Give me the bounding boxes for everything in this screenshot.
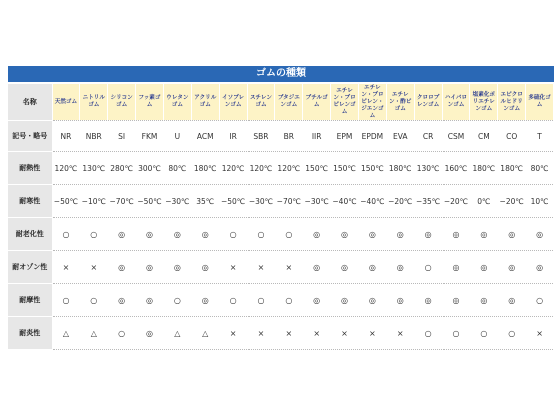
cell-ozone-t: ◎ bbox=[526, 251, 554, 284]
cell-code-cr: CR bbox=[414, 121, 442, 152]
cell-heat-ir: 120℃ bbox=[219, 152, 247, 185]
cell-cold-cm: 0℃ bbox=[470, 185, 498, 218]
cell-heat-cm: 180℃ bbox=[470, 152, 498, 185]
cell-ozone-nr: × bbox=[52, 251, 80, 284]
cell-code-fkm: FKM bbox=[136, 121, 164, 152]
cell-flame-u: △ bbox=[163, 317, 191, 350]
cell-name-co: エピクロルヒドリンゴム bbox=[498, 84, 526, 121]
row-header-code: 記号・略号 bbox=[8, 121, 52, 152]
table-title: ゴムの種類 bbox=[8, 66, 554, 82]
cell-cold-t: 10℃ bbox=[526, 185, 554, 218]
cell-aging-ir: ○ bbox=[219, 218, 247, 251]
cell-aging-acm: ◎ bbox=[191, 218, 219, 251]
row-cold-resistance bbox=[8, 185, 554, 218]
cell-wear-iir: ◎ bbox=[303, 284, 331, 317]
cell-aging-sbr: ○ bbox=[247, 218, 275, 251]
cell-flame-iir: × bbox=[303, 317, 331, 350]
cell-cold-acm: 35℃ bbox=[191, 185, 219, 218]
rubber-types-table bbox=[8, 84, 554, 350]
cell-name-nbr: ニトリルゴム bbox=[80, 84, 108, 121]
cell-heat-co: 180℃ bbox=[498, 152, 526, 185]
cell-code-u: U bbox=[163, 121, 191, 152]
cell-code-ir: IR bbox=[219, 121, 247, 152]
cell-heat-si: 280℃ bbox=[108, 152, 136, 185]
cell-name-ir: イソプレンゴム bbox=[219, 84, 247, 121]
cell-name-fkm: フッ素ゴム bbox=[136, 84, 164, 121]
cell-wear-nr: ○ bbox=[52, 284, 80, 317]
row-header-ozone: 耐オゾン性 bbox=[8, 251, 52, 284]
cell-aging-si: ◎ bbox=[108, 218, 136, 251]
row-flame-resistance bbox=[8, 317, 554, 350]
cell-cold-eva: −20℃ bbox=[386, 185, 414, 218]
cell-wear-acm: ◎ bbox=[191, 284, 219, 317]
cell-ozone-eva: ◎ bbox=[386, 251, 414, 284]
cell-flame-si: ○ bbox=[108, 317, 136, 350]
cell-flame-cm: ○ bbox=[470, 317, 498, 350]
cell-wear-epm: ◎ bbox=[331, 284, 359, 317]
cell-code-eva: EVA bbox=[386, 121, 414, 152]
cell-name-cm: 塩素化ポリエチレンゴム bbox=[470, 84, 498, 121]
cell-cold-sbr: −30℃ bbox=[247, 185, 275, 218]
cell-cold-csm: −20℃ bbox=[442, 185, 470, 218]
cell-code-nbr: NBR bbox=[80, 121, 108, 152]
cell-heat-acm: 180℃ bbox=[191, 152, 219, 185]
cell-ozone-co: ◎ bbox=[498, 251, 526, 284]
cell-heat-u: 80℃ bbox=[163, 152, 191, 185]
cell-name-iir: ブチルゴム bbox=[303, 84, 331, 121]
cell-aging-u: ◎ bbox=[163, 218, 191, 251]
cell-aging-br: ○ bbox=[275, 218, 303, 251]
row-header-wear: 耐摩性 bbox=[8, 284, 52, 317]
cell-wear-epdm: ◎ bbox=[358, 284, 386, 317]
cell-wear-csm: ◎ bbox=[442, 284, 470, 317]
cell-ozone-nbr: × bbox=[80, 251, 108, 284]
cell-heat-sbr: 120℃ bbox=[247, 152, 275, 185]
cell-ozone-br: × bbox=[275, 251, 303, 284]
cell-heat-epdm: 150℃ bbox=[358, 152, 386, 185]
row-aging-resistance bbox=[8, 218, 554, 251]
cell-flame-epm: × bbox=[331, 317, 359, 350]
cell-aging-nbr: ○ bbox=[80, 218, 108, 251]
cell-cold-fkm: −50℃ bbox=[136, 185, 164, 218]
cell-name-nr: 天然ゴム bbox=[52, 84, 80, 121]
cell-flame-sbr: × bbox=[247, 317, 275, 350]
cell-aging-eva: ◎ bbox=[386, 218, 414, 251]
cell-aging-fkm: ◎ bbox=[136, 218, 164, 251]
cell-heat-nbr: 130℃ bbox=[80, 152, 108, 185]
cell-cold-epm: −40℃ bbox=[331, 185, 359, 218]
cell-cold-si: −70℃ bbox=[108, 185, 136, 218]
cell-flame-epdm: × bbox=[358, 317, 386, 350]
cell-heat-fkm: 300℃ bbox=[136, 152, 164, 185]
cell-code-acm: ACM bbox=[191, 121, 219, 152]
cell-heat-epm: 150℃ bbox=[331, 152, 359, 185]
cell-cold-nbr: −10℃ bbox=[80, 185, 108, 218]
cell-ozone-ir: × bbox=[219, 251, 247, 284]
cell-code-iir: IIR bbox=[303, 121, 331, 152]
cell-flame-acm: △ bbox=[191, 317, 219, 350]
cell-name-sbr: スチレンゴム bbox=[247, 84, 275, 121]
cell-name-t: 多硫化ゴム bbox=[526, 84, 554, 121]
cell-code-co: CO bbox=[498, 121, 526, 152]
cell-flame-t: × bbox=[526, 317, 554, 350]
cell-name-epm: エチレン・プロピレンゴム bbox=[331, 84, 359, 121]
cell-code-csm: CSM bbox=[442, 121, 470, 152]
cell-cold-ir: −50℃ bbox=[219, 185, 247, 218]
cell-flame-co: ○ bbox=[498, 317, 526, 350]
cell-wear-fkm: ◎ bbox=[136, 284, 164, 317]
row-header-name: 名称 bbox=[8, 84, 52, 121]
cell-ozone-fkm: ◎ bbox=[136, 251, 164, 284]
cell-name-eva: エチレン・酢ビゴム bbox=[386, 84, 414, 121]
cell-heat-cr: 130℃ bbox=[414, 152, 442, 185]
cell-wear-si: ◎ bbox=[108, 284, 136, 317]
cell-flame-br: × bbox=[275, 317, 303, 350]
cell-code-sbr: SBR bbox=[247, 121, 275, 152]
cell-ozone-acm: ◎ bbox=[191, 251, 219, 284]
table-body bbox=[8, 84, 554, 350]
cell-aging-nr: ○ bbox=[52, 218, 80, 251]
cell-name-cr: クロロプレンゴム bbox=[414, 84, 442, 121]
cell-ozone-epdm: ◎ bbox=[358, 251, 386, 284]
cell-code-si: SI bbox=[108, 121, 136, 152]
row-header-aging: 耐老化性 bbox=[8, 218, 52, 251]
cell-heat-iir: 150℃ bbox=[303, 152, 331, 185]
cell-cold-br: −70℃ bbox=[275, 185, 303, 218]
cell-flame-cr: ○ bbox=[414, 317, 442, 350]
row-wear-resistance bbox=[8, 284, 554, 317]
cell-code-epdm: EPDM bbox=[358, 121, 386, 152]
cell-wear-co: ◎ bbox=[498, 284, 526, 317]
cell-flame-nr: △ bbox=[52, 317, 80, 350]
row-ozone-resistance bbox=[8, 251, 554, 284]
cell-flame-nbr: △ bbox=[80, 317, 108, 350]
cell-aging-cm: ◎ bbox=[470, 218, 498, 251]
cell-wear-cr: ◎ bbox=[414, 284, 442, 317]
cell-wear-eva: ◎ bbox=[386, 284, 414, 317]
cell-wear-cm: ◎ bbox=[470, 284, 498, 317]
cell-heat-t: 80℃ bbox=[526, 152, 554, 185]
cell-cold-co: −20℃ bbox=[498, 185, 526, 218]
row-header-cold: 耐寒性 bbox=[8, 185, 52, 218]
cell-flame-ir: × bbox=[219, 317, 247, 350]
cell-heat-eva: 180℃ bbox=[386, 152, 414, 185]
row-header-flame: 耐炎性 bbox=[8, 317, 52, 350]
cell-heat-nr: 120℃ bbox=[52, 152, 80, 185]
cell-code-t: T bbox=[526, 121, 554, 152]
row-header-heat: 耐熱性 bbox=[8, 152, 52, 185]
cell-code-nr: NR bbox=[52, 121, 80, 152]
cell-name-br: ブタジエンゴム bbox=[275, 84, 303, 121]
cell-aging-iir: ◎ bbox=[303, 218, 331, 251]
cell-name-u: ウレタンゴム bbox=[163, 84, 191, 121]
cell-aging-csm: ◎ bbox=[442, 218, 470, 251]
cell-ozone-iir: ◎ bbox=[303, 251, 331, 284]
cell-heat-br: 120℃ bbox=[275, 152, 303, 185]
cell-code-br: BR bbox=[275, 121, 303, 152]
cell-ozone-csm: ◎ bbox=[442, 251, 470, 284]
row-code bbox=[8, 121, 554, 152]
cell-name-si: シリコンゴム bbox=[108, 84, 136, 121]
cell-aging-cr: ◎ bbox=[414, 218, 442, 251]
cell-cold-u: −30℃ bbox=[163, 185, 191, 218]
cell-aging-t: ◎ bbox=[526, 218, 554, 251]
cell-wear-u: ○ bbox=[163, 284, 191, 317]
cell-ozone-si: ◎ bbox=[108, 251, 136, 284]
cell-flame-eva: × bbox=[386, 317, 414, 350]
cell-cold-nr: −50℃ bbox=[52, 185, 80, 218]
cell-flame-csm: ○ bbox=[442, 317, 470, 350]
cell-ozone-sbr: × bbox=[247, 251, 275, 284]
cell-code-cm: CM bbox=[470, 121, 498, 152]
cell-wear-br: ○ bbox=[275, 284, 303, 317]
cell-wear-t: ○ bbox=[526, 284, 554, 317]
cell-heat-csm: 160℃ bbox=[442, 152, 470, 185]
cell-ozone-u: ◎ bbox=[163, 251, 191, 284]
cell-name-csm: ハイパロンゴム bbox=[442, 84, 470, 121]
cell-name-acm: アクリルゴム bbox=[191, 84, 219, 121]
cell-aging-epm: ◎ bbox=[331, 218, 359, 251]
cell-wear-nbr: ○ bbox=[80, 284, 108, 317]
cell-name-epdm: エチレン・プロピレン・ジエンゴム bbox=[358, 84, 386, 121]
cell-aging-epdm: ◎ bbox=[358, 218, 386, 251]
cell-wear-ir: ○ bbox=[219, 284, 247, 317]
cell-ozone-epm: ◎ bbox=[331, 251, 359, 284]
cell-flame-fkm: ◎ bbox=[136, 317, 164, 350]
cell-code-epm: EPM bbox=[331, 121, 359, 152]
row-name bbox=[8, 84, 554, 121]
cell-ozone-cm: ◎ bbox=[470, 251, 498, 284]
row-heat-resistance bbox=[8, 152, 554, 185]
cell-wear-sbr: ○ bbox=[247, 284, 275, 317]
cell-cold-epdm: −40℃ bbox=[358, 185, 386, 218]
cell-ozone-cr: ○ bbox=[414, 251, 442, 284]
cell-cold-iir: −30℃ bbox=[303, 185, 331, 218]
cell-cold-cr: −35℃ bbox=[414, 185, 442, 218]
cell-aging-co: ◎ bbox=[498, 218, 526, 251]
